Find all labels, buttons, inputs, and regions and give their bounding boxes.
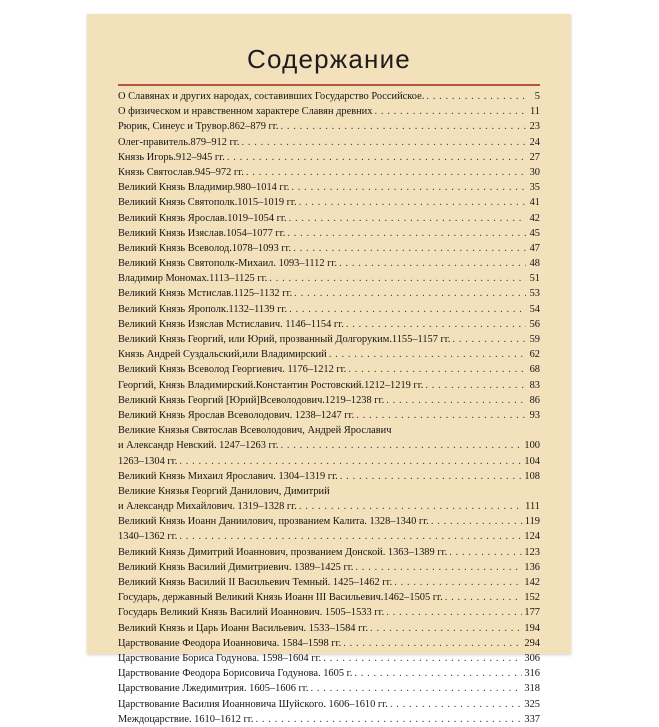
dot-leader (445, 590, 523, 605)
toc-entry-page-number: 86 (529, 394, 540, 406)
toc-entry-title: Князь Игорь.912–945 гг. (118, 151, 225, 163)
toc-entry-page-number: 294 (524, 637, 540, 649)
toc-entry-title: Великий Князь Мстислав.1125–1132 гг. (118, 288, 293, 300)
dot-leader (255, 712, 522, 727)
toc-entry-page-number: 54 (529, 303, 540, 315)
toc-entry (118, 378, 540, 393)
toc-entry (118, 195, 540, 210)
toc-entry-title: Великий Князь Василий Димитриевич. 1389–1425 гг. (118, 561, 354, 573)
toc-entry-title: Царствование Феодора Иоанновича. 1584–1598 гг. (118, 637, 342, 649)
toc-entry (118, 104, 540, 119)
toc-entry-page-number: 42 (529, 212, 540, 224)
toc-entry-title: Великий Князь Василий II Васильевич Темный. 1425–1462 гг. (118, 577, 393, 588)
dot-leader (179, 454, 522, 469)
toc-entry-page-number: 11 (529, 106, 540, 118)
toc-entry-title: Рюрик, Синеус и Трувор.862–879 гг. (118, 121, 279, 133)
toc-entry-title: Царствование Лжедимитрия. 1605–1606 гг. (118, 683, 309, 695)
toc-entry-page-number: 152 (524, 592, 540, 604)
dot-leader (287, 226, 526, 241)
toc-entry-page-number: 51 (529, 273, 540, 285)
dot-leader (280, 119, 526, 134)
toc-entry-title: Великий Князь Всеволод.1078–1093 гг. (118, 242, 292, 254)
toc-entry (118, 499, 540, 514)
toc-entry-title: Царствование Василия Иоанновича Шуйского. 1606–1610 гг. (118, 698, 388, 710)
toc-entry-page-number: 111 (525, 501, 540, 513)
dot-leader (348, 362, 526, 377)
toc-entry-title: Царствование Бориса Годунова. 1598–1604 гг. (118, 652, 322, 664)
toc-entry-title: Великий Князь Димитрий Иоаннович, прозванием Донской. 1363–1389 гг. (118, 546, 448, 558)
dot-leader (291, 180, 526, 195)
table-of-contents (118, 89, 540, 727)
toc-entry (118, 605, 540, 620)
dot-leader (431, 514, 523, 529)
dot-leader (289, 211, 526, 226)
toc-entry-page-number: 177 (524, 607, 540, 619)
toc-entry (118, 636, 540, 651)
dot-leader (343, 636, 522, 651)
toc-entry (118, 286, 540, 301)
dot-leader (310, 681, 522, 696)
toc-entry-title: Великий Князь Всеволод Георгиевич. 1176–1212 гг. (118, 364, 347, 376)
dot-leader (449, 545, 522, 560)
dot-leader (246, 165, 526, 180)
toc-entry (118, 256, 540, 271)
toc-entry (118, 469, 540, 484)
toc-entry (118, 438, 540, 453)
toc-entry-title: Князь Святослав.945–972 гг. (118, 166, 244, 178)
toc-entry-page-number: 142 (524, 577, 540, 588)
toc-entry (118, 621, 540, 636)
dot-leader (370, 621, 522, 636)
toc-entry-page-number: 23 (529, 121, 540, 133)
toc-entry-page-number: 35 (529, 182, 540, 194)
toc-entry (118, 484, 540, 499)
toc-entry-page-number: 316 (524, 668, 540, 680)
book-page (87, 14, 571, 725)
title-rule (118, 84, 540, 86)
toc-entry-title: 1340–1362 гг. (118, 531, 178, 543)
toc-entry-page-number: 41 (529, 197, 540, 209)
toc-entry-title: Великий Князь Владимир.980–1014 гг. (118, 182, 290, 194)
toc-entry (118, 529, 540, 544)
toc-entry-page-number: 306 (524, 652, 540, 664)
toc-entry-title: Царствование Феодора Борисовича Годунова. 1605 г. (118, 668, 353, 680)
toc-entry (118, 666, 540, 681)
toc-entry (118, 545, 540, 560)
dot-leader (280, 438, 522, 453)
toc-entry-title: Государь, державный Великий Князь Иоанн III Васильевич.1462–1505 гг. (118, 592, 443, 604)
toc-entry-title: Великий Князь Изяслав.1054–1077 гг. (118, 227, 286, 239)
toc-entry (118, 271, 540, 286)
toc-entry-page-number: 100 (524, 440, 540, 452)
toc-entry-page-number: 104 (524, 455, 540, 467)
toc-entry-title: и Александр Невский. 1247–1263 гг. (118, 440, 279, 452)
dot-leader (394, 575, 522, 590)
toc-entry-title: Великий Князь и Царь Иоанн Васильевич. 1533–1584 гг. (118, 622, 369, 634)
dot-leader (289, 302, 526, 317)
toc-entry-title: О физическом и нравственном характере Славян древних (118, 106, 373, 118)
toc-entry (118, 89, 540, 104)
toc-entry (118, 165, 540, 180)
toc-entry-page-number: 48 (529, 258, 540, 270)
toc-entry-page-number: 108 (524, 470, 540, 482)
dot-leader (179, 529, 522, 544)
toc-entry (118, 226, 540, 241)
toc-entry (118, 514, 540, 529)
toc-entry (118, 302, 540, 317)
dot-leader (346, 317, 526, 332)
dot-leader (299, 499, 523, 514)
toc-entry-title: Великий Князь Изяслав Мстиславич. 1146–1154 гг. (118, 318, 344, 330)
dot-leader (329, 347, 526, 362)
toc-entry (118, 135, 540, 150)
toc-entry-page-number: 337 (524, 713, 540, 725)
toc-entry (118, 332, 540, 347)
toc-entry (118, 712, 540, 727)
dot-leader (354, 666, 522, 681)
dot-leader (426, 89, 526, 104)
toc-entry-title: Великий Князь Георгий, или Юрий, прозванный Долгоруким.1155–1157 гг. (118, 334, 451, 345)
toc-entry-title: и Александр Михайлович. 1319–1328 гг. (118, 501, 297, 513)
toc-entry (118, 408, 540, 423)
dot-leader (386, 393, 526, 408)
dot-leader (299, 195, 526, 210)
toc-entry (118, 241, 540, 256)
dot-leader (356, 408, 526, 423)
toc-entry-page-number: 24 (529, 136, 540, 148)
dot-leader (269, 271, 526, 286)
toc-entry-page-number: 53 (529, 288, 540, 300)
toc-entry-page-number: 123 (524, 546, 540, 558)
toc-entry (118, 393, 540, 408)
toc-entry (118, 590, 540, 605)
toc-entry-title: Великий Князь Ярослав Всеволодович. 1238–1247 гг. (118, 409, 355, 421)
toc-entry-page-number: 30 (529, 166, 540, 178)
toc-entry-title: Великие Князья Святослав Всеволодович, Андрей Ярославич (118, 425, 392, 437)
toc-entry-page-number: 45 (529, 227, 540, 239)
toc-entry-title: Олег-правитель.879–912 гг. (118, 136, 240, 148)
toc-entry (118, 454, 540, 469)
toc-entry-title: Великий Князь Иоанн Даниилович, прозванием Калита. 1328–1340 гг. (118, 516, 429, 528)
toc-entry-title: О Славянах и других народах, составивших Государство Российское. (118, 91, 425, 102)
toc-entry-page-number: 124 (524, 531, 540, 543)
dot-leader (425, 378, 526, 393)
toc-entry-title: Владимир Мономах.1113–1125 гг. (118, 273, 268, 285)
dot-leader (452, 332, 526, 347)
toc-entry (118, 697, 540, 712)
dot-leader (241, 135, 526, 150)
toc-entry-page-number: 62 (529, 349, 540, 361)
dot-leader (374, 104, 526, 119)
toc-entry-title: Великий Князь Ярослав.1019–1054 гг. (118, 212, 287, 224)
dot-leader (339, 256, 526, 271)
toc-entry-title: Междоцарствие. 1610–1612 гг. (118, 713, 254, 725)
toc-entry-page-number: 318 (524, 683, 540, 695)
toc-entry-page-number: 5 (534, 91, 540, 102)
toc-entry-title: Великий Князь Ярополк.1132–1139 гг. (118, 303, 288, 315)
toc-entry-page-number: 119 (524, 516, 540, 528)
toc-entry (118, 575, 540, 590)
toc-entry-page-number: 194 (524, 622, 540, 634)
toc-entry-page-number: 56 (529, 318, 540, 330)
toc-entry-page-number: 93 (529, 409, 540, 421)
dot-leader (340, 469, 523, 484)
toc-entry (118, 180, 540, 195)
toc-entry-title: Великий Князь Георгий [Юрий]Всеволодович.1219–1238 гг. (118, 394, 385, 406)
dot-leader (386, 605, 522, 620)
toc-entry-title: Георгий, Князь Владимирский.Константин Ростовский.1212–1219 гг. (118, 379, 424, 391)
toc-entry-page-number: 136 (524, 561, 540, 573)
toc-entry (118, 362, 540, 377)
toc-entry-page-number: 68 (529, 364, 540, 376)
toc-entry-page-number: 59 (529, 334, 540, 345)
toc-entry (118, 119, 540, 134)
toc-entry (118, 681, 540, 696)
toc-entry-page-number: 27 (529, 151, 540, 163)
toc-entry (118, 560, 540, 575)
toc-entry-page-number: 47 (529, 242, 540, 254)
toc-entry-title: Великие Князья Георгий Данилович, Димитрий (118, 485, 330, 497)
dot-leader (227, 150, 526, 165)
toc-entry-title: Государь Великий Князь Василий Иоаннович. 1505–1533 гг. (118, 607, 385, 619)
toc-entry (118, 150, 540, 165)
dot-leader (293, 241, 526, 256)
toc-entry (118, 423, 540, 438)
toc-entry-page-number: 83 (529, 379, 540, 391)
toc-entry (118, 347, 540, 362)
page-title: Содержание (247, 44, 411, 74)
toc-entry-title: Князь Андрей Суздальский,или Владимирский (118, 349, 327, 361)
toc-entry-title: Великий Князь Святополк.1015–1019 гг. (118, 197, 297, 209)
toc-entry-page-number: 325 (524, 698, 540, 710)
dot-leader (355, 560, 522, 575)
toc-entry (118, 211, 540, 226)
toc-entry-title: Великий Князь Святополк-Михаил. 1093–1112 гг. (118, 258, 338, 270)
toc-entry-title: Великий Князь Михаил Ярославич. 1304–1319 гг. (118, 470, 338, 482)
dot-leader (294, 286, 526, 301)
dot-leader (390, 697, 523, 712)
toc-entry-title: 1263–1304 гг. (118, 455, 178, 467)
toc-entry (118, 317, 540, 332)
